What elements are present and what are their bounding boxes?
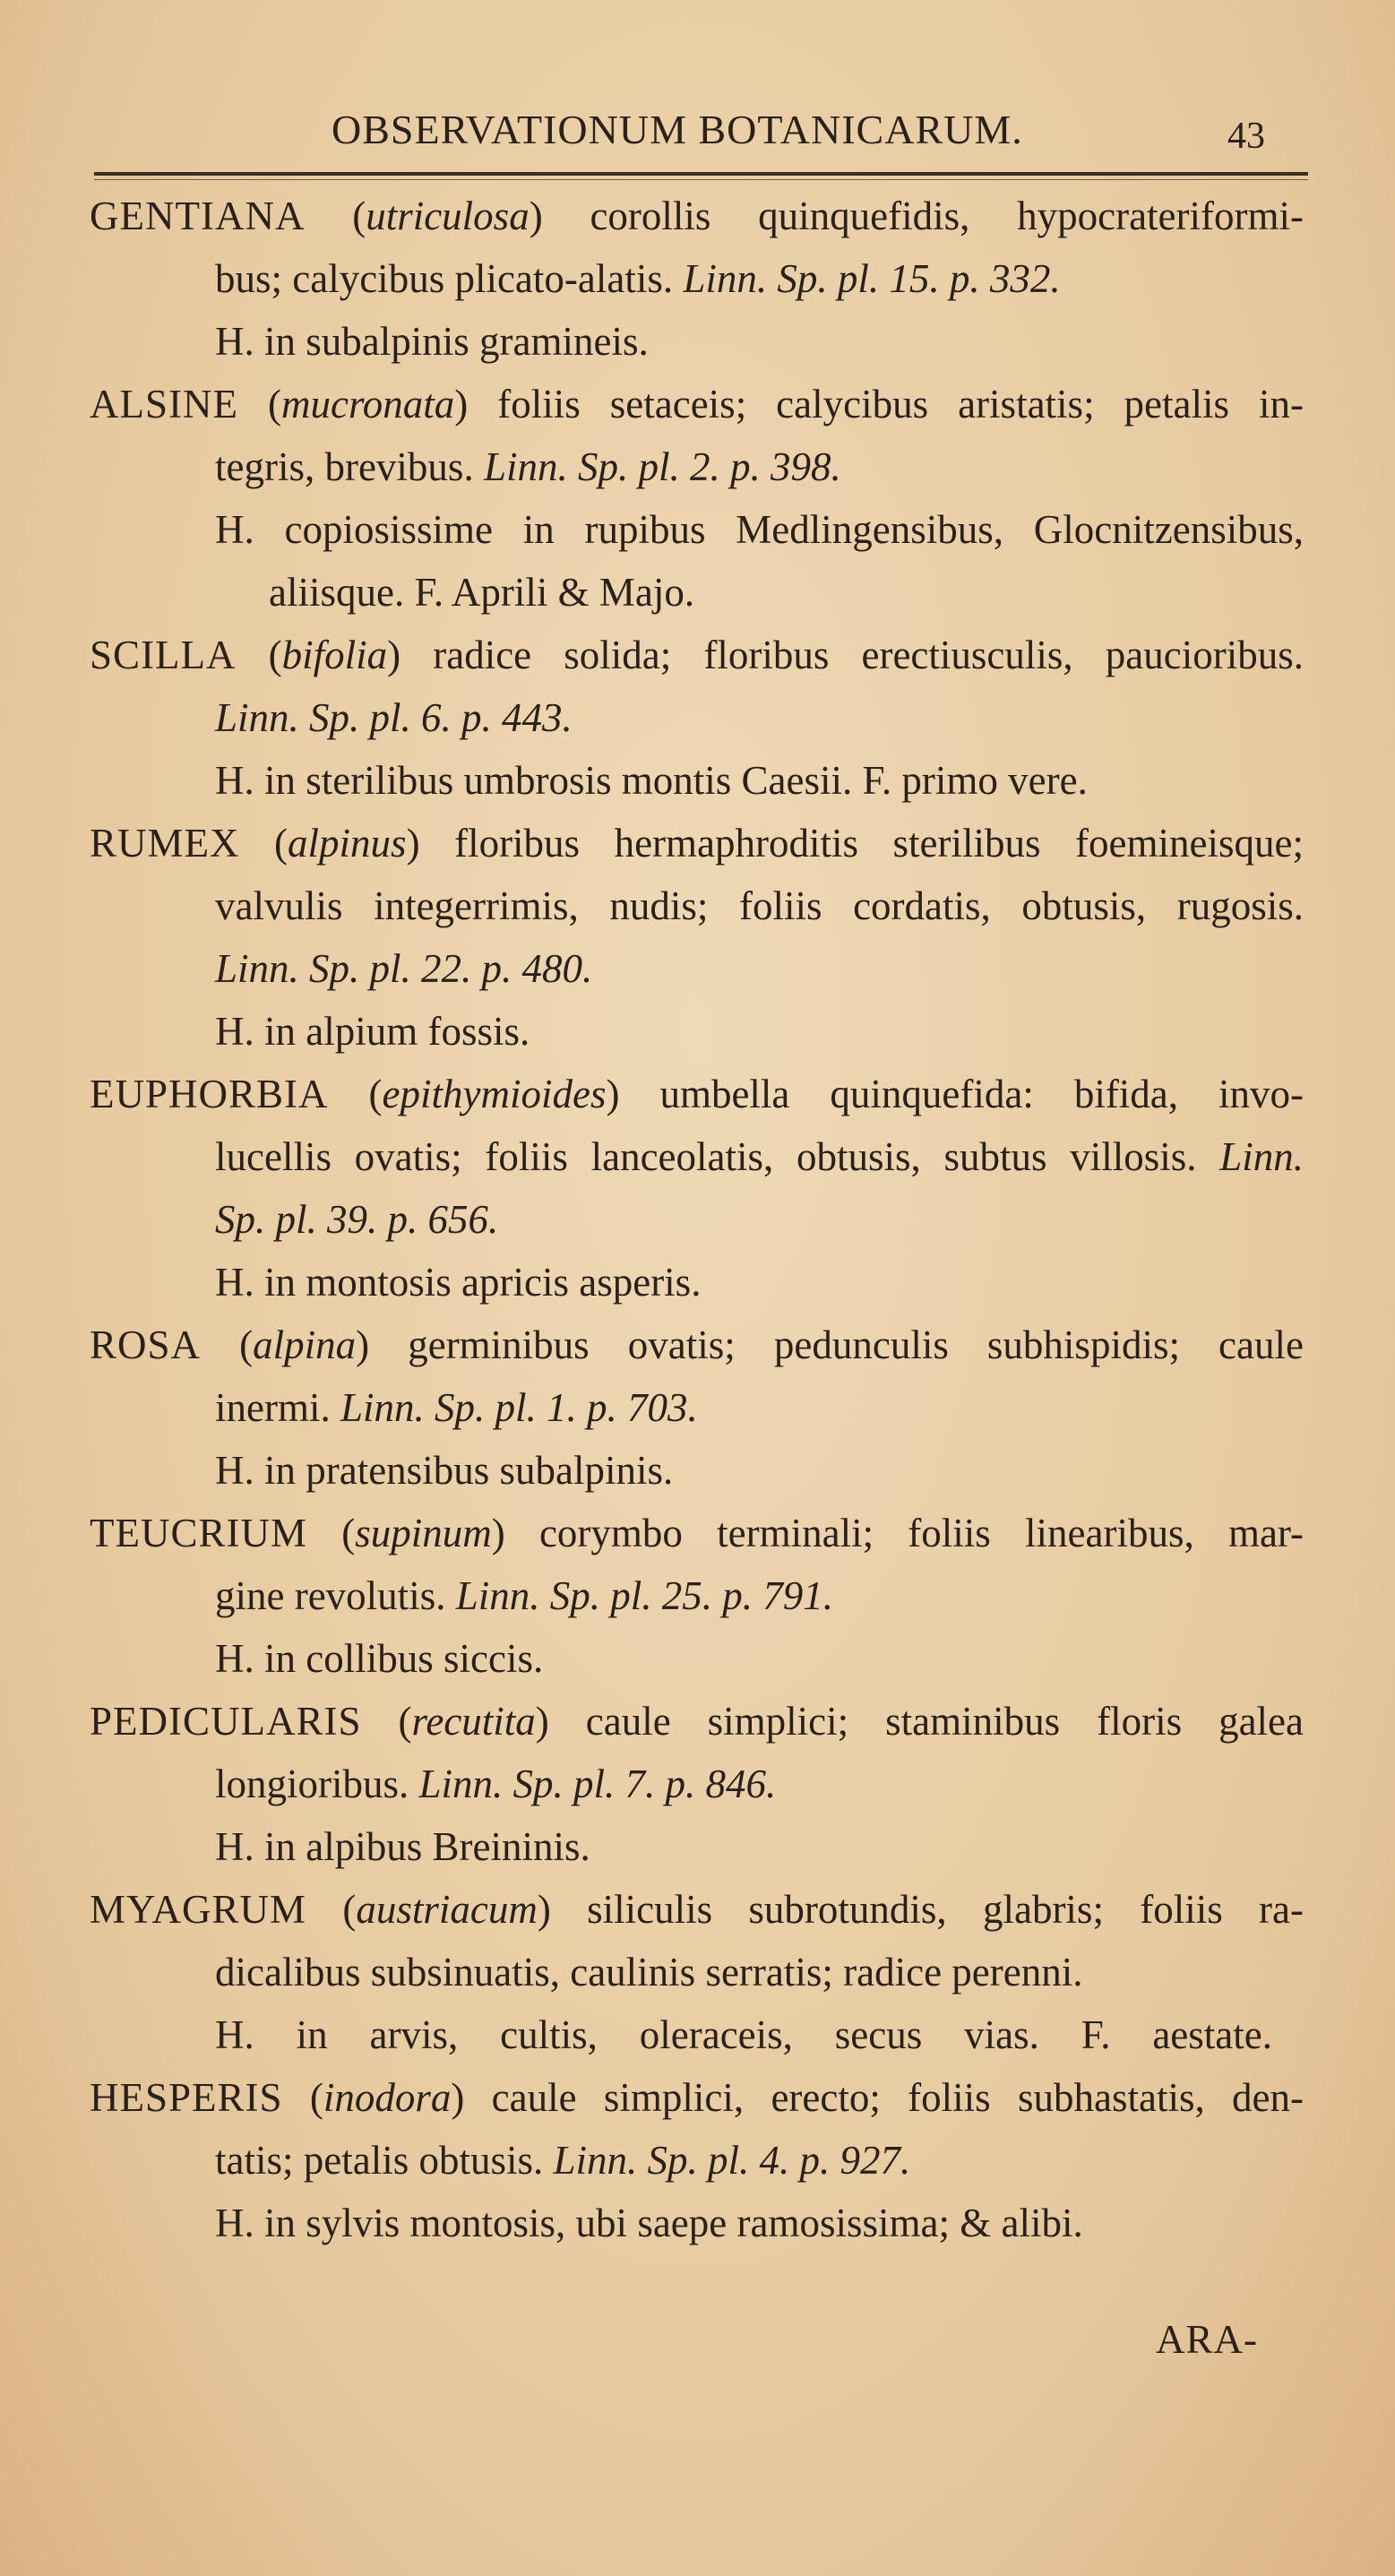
entry-euphorbia-line2 <box>215 1125 1304 1188</box>
description: caule simplici, erecto; foliis subhastatis, den- <box>491 2075 1304 2120</box>
description: gine revolutis. <box>215 1573 446 1618</box>
species-epithet: utriculosa <box>366 194 530 238</box>
habitat-line: H. in pratensibus subalpinis. <box>215 1448 674 1493</box>
description: inermi. <box>215 1385 331 1430</box>
genus-name: GENTIANA <box>90 194 306 238</box>
description: tegris, brevibus. <box>215 444 474 489</box>
genus-name: SCILLA <box>90 633 237 677</box>
entry-pedicularis-line1: PEDICULARIS (recutita) caule simplici; staminibus floris galea <box>90 1699 1304 1744</box>
entry-rosa-line1: ROSA (alpina) germinibus ovatis; pedunculis subhispidis; caule <box>90 1322 1304 1367</box>
habitat-line: H. in alpium fossis. <box>215 1009 530 1054</box>
description: germinibus ovatis; pedunculis subhispidis; caule <box>408 1322 1304 1367</box>
running-head: OBSERVATIONUM BOTANICARUM. <box>332 107 1023 152</box>
species-epithet: bifolia <box>281 633 388 677</box>
linnaeus-reference: Linn. Sp. pl. 4. p. 927. <box>553 2138 911 2183</box>
entry-gentiana-line2 <box>215 247 1061 310</box>
description: foliis setaceis; calycibus aristatis; petalis in- <box>497 382 1304 426</box>
entry-rumex-line1: RUMEX (alpinus) floribus hermaphroditis sterilibus foemineisque; <box>90 821 1304 866</box>
genus-name: EUPHORBIA <box>90 1072 329 1116</box>
habitat-line: aliisque. F. Aprili & Majo. <box>269 570 695 615</box>
linnaeus-reference: Linn. Sp. pl. 25. p. 791. <box>455 1573 834 1618</box>
habitat-line: H. in sterilibus umbrosis montis Caesii. F. primo vere. <box>215 758 1088 803</box>
entry-hesperis-line1: HESPERIS (inodora) caule simplici, erecto; foliis subhastatis, den- <box>90 2075 1304 2120</box>
linnaeus-reference: Sp. pl. 39. p. 656. <box>215 1197 499 1242</box>
genus-name: TEUCRIUM <box>90 1511 307 1555</box>
genus-name: RUMEX <box>90 821 240 866</box>
description: dicalibus subsinuatis, caulinis serratis; radice perenni. <box>215 1950 1083 1994</box>
genus-name: ROSA <box>90 1322 202 1367</box>
description: longioribus. <box>215 1762 409 1806</box>
description: corollis quinquefidis, hypocrateriformi- <box>590 194 1304 238</box>
description: caule simplici; staminibus floris galea <box>585 1699 1304 1744</box>
entry-alsine-line1: ALSINE (mucronata) foliis setaceis; calycibus aristatis; petalis in- <box>90 382 1304 426</box>
genus-name: ALSINE <box>90 382 238 426</box>
linnaeus-reference: Linn. <box>1219 1134 1304 1179</box>
habitat-line: H. in alpibus Breininis. <box>215 1824 590 1869</box>
linnaeus-reference: Linn. Sp. pl. 6. p. 443. <box>215 695 573 740</box>
genus-name: PEDICULARIS <box>90 1699 362 1744</box>
description: valvulis integerrimis, nudis; foliis cordatis, obtusis, rugosis. <box>215 883 1304 928</box>
description: umbella quinquefida: bifida, invo- <box>659 1072 1304 1116</box>
description: floribus hermaphroditis sterilibus foemineisque; <box>454 821 1304 866</box>
species-epithet: inodora <box>323 2075 452 2120</box>
linnaeus-reference: Linn. Sp. pl. 1. p. 703. <box>340 1385 698 1430</box>
entry-hesperis-line2 <box>215 2129 910 2192</box>
habitat-line: H. in montosis apricis asperis. <box>215 1260 702 1305</box>
species-epithet: recutita <box>411 1699 536 1744</box>
habitat-line: H. in sylvis montosis, ubi saepe ramosissima; & alibi. <box>215 2201 1083 2245</box>
entry-teucrium-line1: TEUCRIUM (supinum) corymbo terminali; foliis linearibus, mar- <box>90 1511 1304 1555</box>
description: bus; calycibus plicato-alatis. <box>215 256 674 301</box>
entry-euphorbia-line1: EUPHORBIA (epithymioides) umbella quinquefida: bifida, invo- <box>90 1072 1304 1116</box>
entry-pedicularis-line2 <box>215 1753 776 1815</box>
description: radice solida; floribus erectiusculis, paucioribus. <box>433 633 1304 677</box>
entry-rosa-line2 <box>215 1376 698 1439</box>
catchword: ARA- <box>1156 2317 1258 2362</box>
entry-myagrum-line1: MYAGRUM (austriacum) siliculis subrotundis, glabris; foliis ra- <box>90 1887 1304 1932</box>
entry-alsine-line2 <box>215 435 841 498</box>
species-epithet: austriacum <box>356 1887 538 1932</box>
habitat-line: H. in subalpinis gramineis. <box>215 319 649 364</box>
habitat-line: H. copiosissime in rupibus Medlingensibus, Glocnitzensibus, <box>215 507 1304 552</box>
entry-teucrium-line2 <box>215 1564 833 1627</box>
entry-scilla-line1: SCILLA (bifolia) radice solida; floribus erectiusculis, paucioribus. <box>90 633 1304 677</box>
genus-name: MYAGRUM <box>90 1887 307 1932</box>
genus-name: HESPERIS <box>90 2075 283 2120</box>
page-number: 43 <box>1227 116 1265 157</box>
species-epithet: mucronata <box>280 382 455 426</box>
species-epithet: alpinus <box>288 821 407 866</box>
description: lucellis ovatis; foliis lanceolatis, obtusis, subtus villosis. <box>215 1134 1197 1179</box>
description: siliculis subrotundis, glabris; foliis ra- <box>587 1887 1304 1932</box>
linnaeus-reference: Linn. Sp. pl. 15. p. 332. <box>683 256 1061 301</box>
linnaeus-reference: Linn. Sp. pl. 22. p. 480. <box>215 946 593 991</box>
species-epithet: supinum <box>355 1511 492 1555</box>
linnaeus-reference: Linn. Sp. pl. 7. p. 846. <box>418 1762 777 1806</box>
entry-gentiana-line1: GENTIANA (utriculosa) corollis quinquefidis, hypocrateriformi- <box>90 194 1304 238</box>
description: tatis; petalis obtusis. <box>215 2138 544 2183</box>
habitat-line: H. in collibus siccis. <box>215 1636 544 1681</box>
species-epithet: alpina <box>253 1322 357 1367</box>
header-rule <box>94 172 1308 176</box>
habitat-line: H. in arvis, cultis, oleraceis, secus vias. F. aestate. <box>215 2012 1272 2057</box>
linnaeus-reference: Linn. Sp. pl. 2. p. 398. <box>483 444 841 489</box>
species-epithet: epithymioides <box>382 1072 607 1116</box>
description: corymbo terminali; foliis linearibus, mar- <box>538 1511 1304 1555</box>
